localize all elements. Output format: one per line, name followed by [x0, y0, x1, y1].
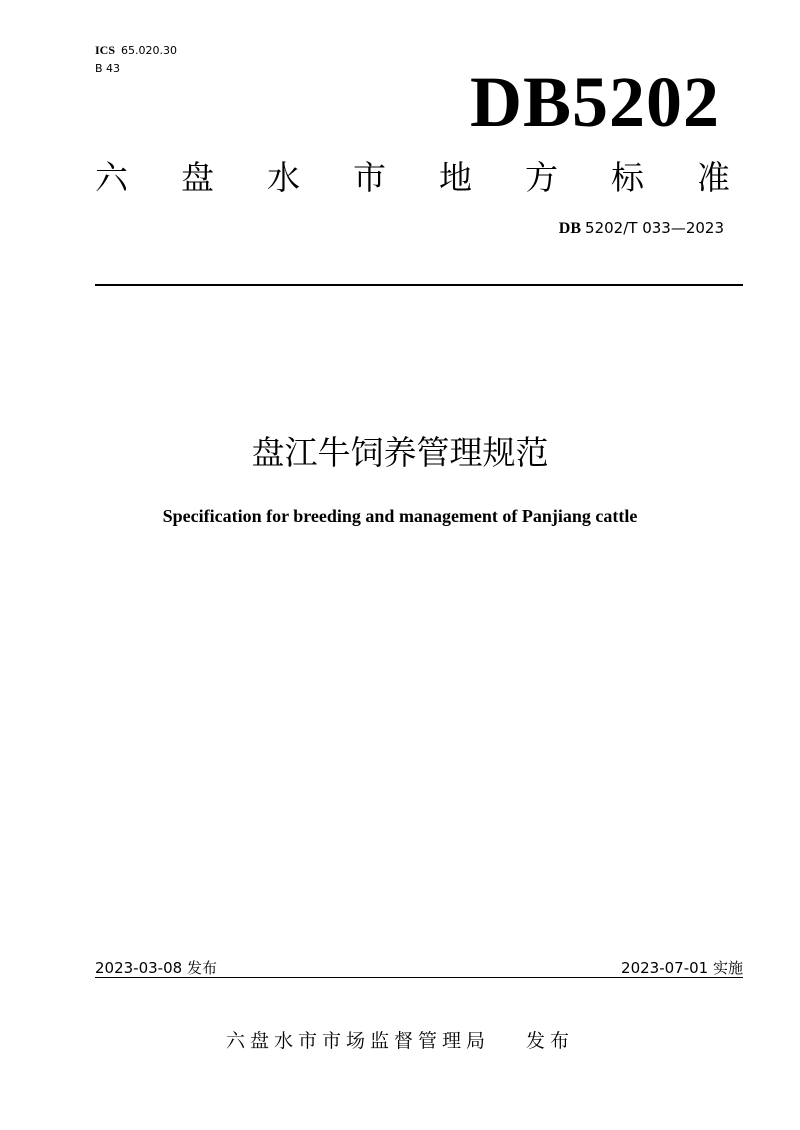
- publish-date: 2023-03-08 发布: [95, 959, 217, 977]
- standard-type-char: 盘: [181, 158, 214, 197]
- header-divider: [95, 284, 743, 286]
- implement-date: 2023-07-01 实施: [621, 959, 743, 977]
- db-code-logo: DB5202: [469, 62, 720, 142]
- standard-type-char: 地: [439, 158, 472, 197]
- standard-type-char: 市: [353, 158, 386, 197]
- standard-number-value: 5202/T 033—2023: [585, 219, 724, 237]
- footer-divider: [95, 977, 743, 978]
- issue-word: 发布: [526, 1030, 575, 1052]
- document-title-chinese: 盘江牛饲养管理规范: [251, 433, 549, 472]
- document-title-english: Specification for breeding and management of Panjiang cattle: [162, 506, 638, 526]
- ics-code: 65.020.30: [121, 44, 177, 57]
- ccs-code: B 43: [95, 62, 121, 75]
- ics-code-line: [95, 43, 177, 58]
- standard-type-title: [95, 158, 730, 198]
- standard-type-char: 六: [95, 158, 128, 197]
- issuer-line: [0, 1028, 800, 1054]
- standard-number-prefix: DB: [558, 220, 582, 237]
- standard-type-char: 方: [525, 158, 558, 197]
- standard-type-char: 水: [267, 158, 300, 197]
- ics-label: ICS: [95, 43, 116, 57]
- standard-type-char: 标: [611, 158, 644, 197]
- standard-type-char: 准: [697, 158, 730, 197]
- standard-number: [559, 218, 724, 239]
- issuer-name: 六盘水市市场监督管理局: [225, 1030, 490, 1052]
